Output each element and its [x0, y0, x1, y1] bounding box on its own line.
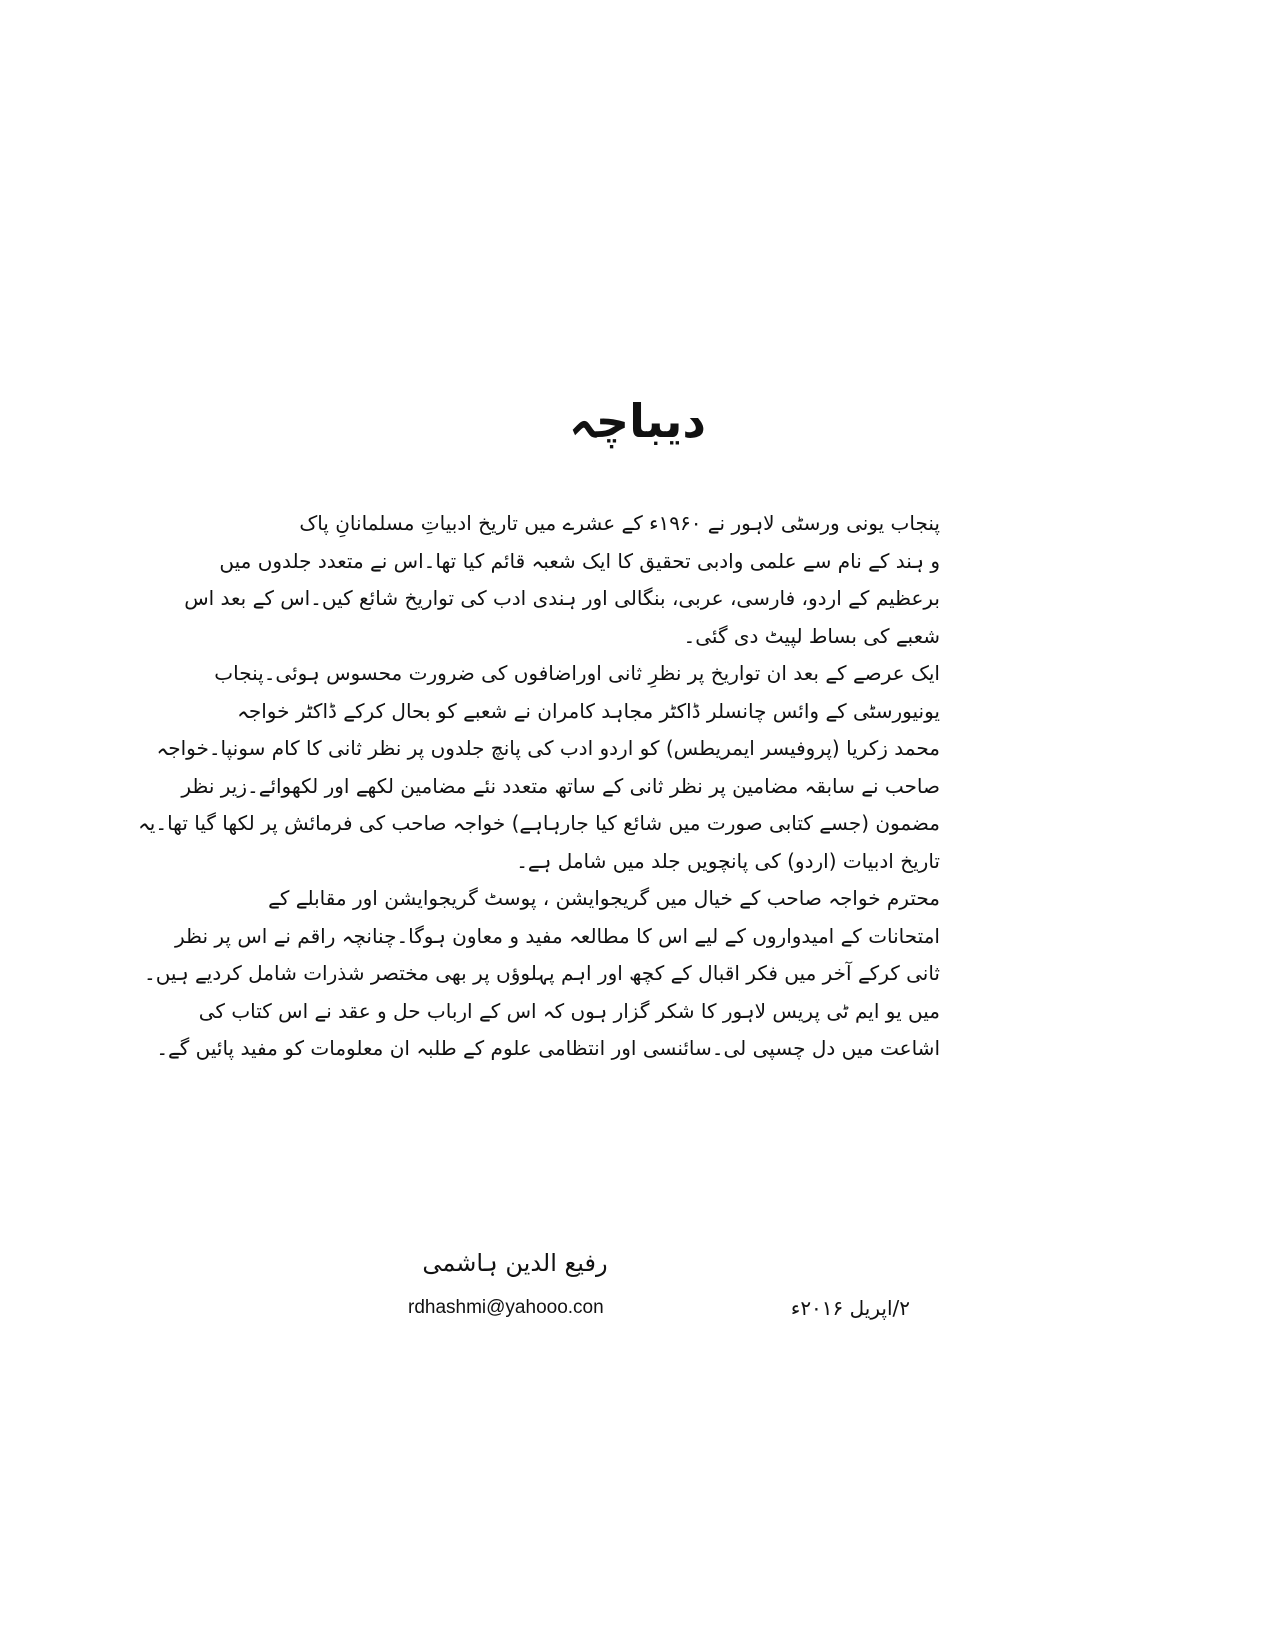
text-line: پنجاب یونی ورسٹی لاہور نے ۱۹۶۰ء کے عشرے میں تاریخ ادبیاتِ مسلمانانِ پاک: [299, 511, 940, 535]
paragraph-2: [138, 655, 940, 880]
text-line: مضمون (جسے کتابی صورت میں شائع کیا جارہاہے) خواجہ صاحب کی فرمائش پر لکھا گیا تھا۔یہ: [138, 811, 940, 835]
text-line: شعبے کی بساط لپیٹ دی گئی۔: [683, 623, 940, 648]
author-email[interactable]: rdhashmi@yahooo.con: [408, 1297, 604, 1318]
page-title: دیباچہ: [568, 393, 707, 448]
text-line: ایک عرصے کے بعد ان تواریخ پر نظرِ ثانی اوراضافوں کی ضرورت محسوس ہوئی۔پنجاب: [214, 661, 940, 685]
text-line: ثانی کرکے آخر میں فکر اقبال کے کچھ اور اہم پہلوؤں پر بھی مختصر شذرات شامل کردیے ہیں۔: [143, 961, 940, 985]
text-line: امتحانات کے امیدواروں کے لیے اس کا مطالعہ مفید و معاون ہوگا۔چنانچہ راقم نے اس پر نظر: [175, 923, 940, 948]
paragraph-1: [184, 505, 940, 655]
paragraph-4: [156, 993, 940, 1068]
publication-date: ۲/اپریل ۲۰۱۶ء: [790, 1296, 910, 1320]
author-signature: رفیع الدین ہاشمی: [422, 1249, 608, 1277]
text-line: میں یو ایم ٹی پریس لاہور کا شکر گزار ہوں کہ اس کے ارباب حل و عقد نے اس کتاب کی: [198, 998, 940, 1023]
paragraph-3: [143, 880, 940, 993]
text-line: تاریخ ادبیات (اردو) کی پانچویں جلد میں شامل ہے۔: [516, 848, 940, 873]
text-line: اشاعت میں دل چسپی لی۔سائنسی اور انتظامی علوم کے طلبہ ان معلومات کو مفید پائیں گے۔: [156, 1036, 940, 1060]
text-line: صاحب نے سابقہ مضامین پر نظر ثانی کے ساتھ متعدد نئے مضامین لکھے اور لکھوائے۔زیر نظر: [181, 773, 940, 798]
preface-body: [138, 505, 940, 1068]
text-line: برعظیم کے اردو، فارسی، عربی، بنگالی اور ہندی ادب کی تواریخ شائع کیں۔اس کے بعد اس: [184, 586, 940, 610]
text-line: یونیورسٹی کے وائس چانسلر ڈاکٹر مجاہد کامران نے شعبے کو بحال کرکے ڈاکٹر خواجہ: [237, 698, 940, 723]
text-line: و ہند کے نام سے علمی وادبی تحقیق کا ایک شعبہ قائم کیا تھا۔اس نے متعدد جلدوں میں: [219, 548, 940, 573]
text-line: محمد زکریا (پروفیسر ایمریطس) کو اردو ادب کی پانچ جلدوں پر نظر ثانی کا کام سونپا۔خواجہ: [156, 736, 940, 760]
text-line: محترم خواجہ صاحب کے خیال میں گریجوایشن ، پوسٹ گریجوایشن اور مقابلے کے: [268, 886, 940, 910]
